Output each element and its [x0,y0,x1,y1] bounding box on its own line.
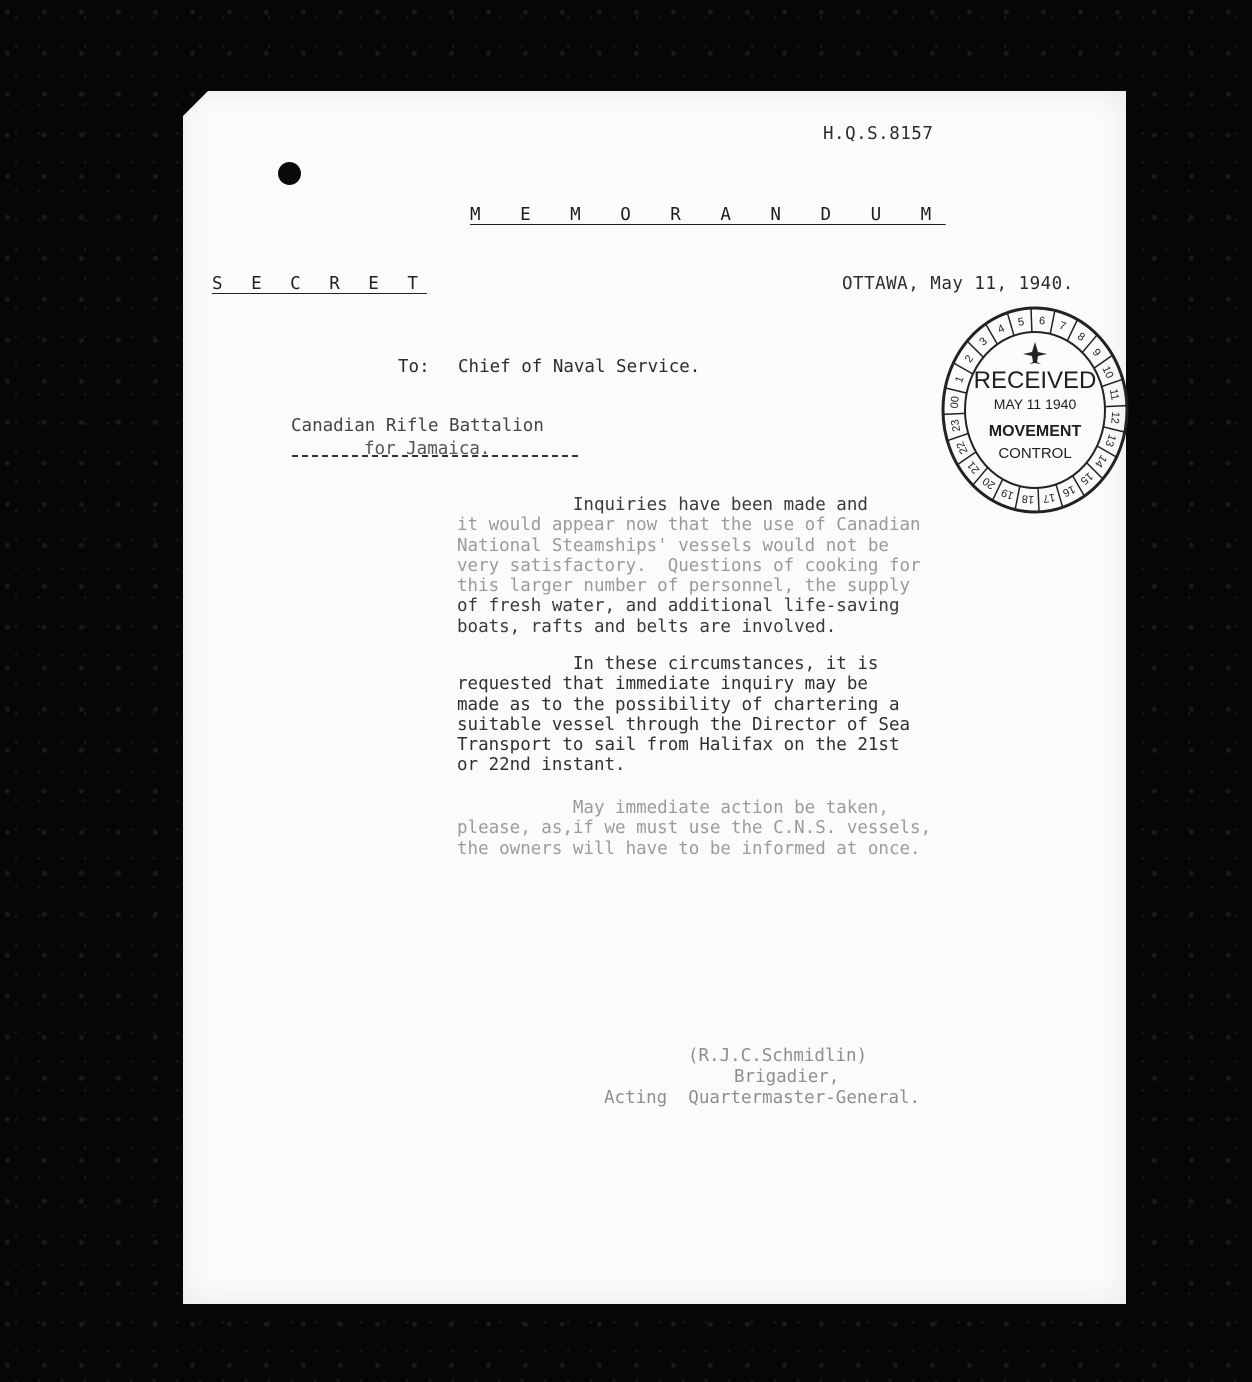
memo-title: M E M O R A N D U M [470,205,946,225]
paragraph-line: Transport to sail from Halifax on the 21st [457,735,900,756]
subject-line-2: for Jamaica. [364,439,491,459]
stamp-hour: 12 [1108,411,1122,425]
stamp-hour: 11 [1106,387,1121,402]
paragraph-line: National Steamships' vessels would not be [457,535,889,556]
subject-line-1: Canadian Rifle Battalion [291,416,544,436]
paragraph-line: requested that immediate inquiry may be [457,674,868,695]
stamp-divider [986,324,998,344]
stamp-divider [945,388,967,393]
paragraph-3 [457,798,997,859]
stamp-divider [1015,486,1020,509]
stamp-hour: 5 [1017,315,1026,329]
stamp-hour: 3 [977,335,990,349]
stamp-hour: 19 [999,485,1016,502]
received-stamp-graphic [935,300,1135,520]
paragraph-line: Inquiries have been made and [457,495,868,515]
stamp-hour: 9 [1089,346,1103,359]
recipient: Chief of Naval Service. [458,357,701,377]
reference-number: H.Q.S.8157 [823,124,934,144]
received-stamp [935,300,1135,520]
paragraph-line: boats, rafts and belts are involved. [457,616,837,637]
stamp-divider [1038,488,1039,512]
subject-underline [292,455,578,457]
stamp-received: RECEIVED [973,367,1097,394]
stamp-hour: 15 [1077,469,1096,487]
stamp-hour: 7 [1057,319,1068,334]
to-label: To: [398,357,430,377]
signature-rank: Brigadier, [734,1067,840,1087]
paragraph-1 [457,495,997,637]
paragraph-line: of fresh water, and additional life-saving [457,596,900,617]
stamp-date: MAY 11 1940 [993,396,1077,412]
stamp-hour: 14 [1092,452,1110,470]
paragraph-line: May immediate action be taken, [457,798,889,818]
signature-name: (R.J.C.Schmidlin) [688,1046,868,1066]
plane-icon [1023,342,1047,364]
stamp-line-2: CONTROL [998,445,1072,462]
stamp-hour: 4 [995,322,1007,337]
paragraph-line: very satisfactory. Questions of cooking for [457,555,921,576]
stamp-hour: 2 [962,353,977,365]
paragraph-line: or 22nd instant. [457,755,626,776]
stamp-hour: 22 [954,439,971,456]
paragraph-line: suitable vessel through the Director of Sea [457,714,911,735]
stamp-hour: 21 [965,458,983,476]
stamp-divider [1050,310,1055,333]
paragraph-2 [457,654,997,776]
date-line: OTTAWA, May 11, 1940. [842,274,1074,294]
stamp-hour: 16 [1060,482,1077,499]
paragraph-line: this larger number of personnel, the supply [457,576,911,597]
stamp-hour: 18 [1021,492,1035,506]
paragraph-line: In these circumstances, it is [457,654,879,674]
stamp-divider [1031,308,1032,332]
classification-mark: S E C R E T [212,274,427,294]
paragraph-line: please, as,if we must use the C.N.S. vessels, [457,818,932,839]
stamp-divider [1103,427,1125,432]
stamp-hour: 6 [1038,315,1046,328]
stamp-hour: 13 [1102,432,1118,449]
stamp-divider [1105,406,1127,407]
stamp-hour: 20 [980,474,998,492]
stamp-hour: 17 [1041,490,1057,505]
paragraph-line: the owners will have to be informed at once. [457,838,921,859]
stamp-hour: 8 [1074,330,1087,344]
paragraph-line: made as to the possibility of chartering a [457,694,900,715]
signature-block [604,1046,984,1109]
stamp-hour: 10 [1099,364,1116,381]
punch-hole [278,162,301,185]
stamp-line-1: MOVEMENT [988,423,1082,440]
stamp-divider [1007,313,1014,336]
stamp-hour: 23 [949,418,964,433]
stamp-hour: 00 [948,395,962,409]
stamp-divider [953,363,973,374]
signature-title: Acting Quartermaster-General. [604,1088,921,1108]
paragraph-line: it would appear now that the use of Canadian [457,515,921,536]
stamp-hour: 1 [953,374,967,385]
stamp-divider [943,413,965,414]
